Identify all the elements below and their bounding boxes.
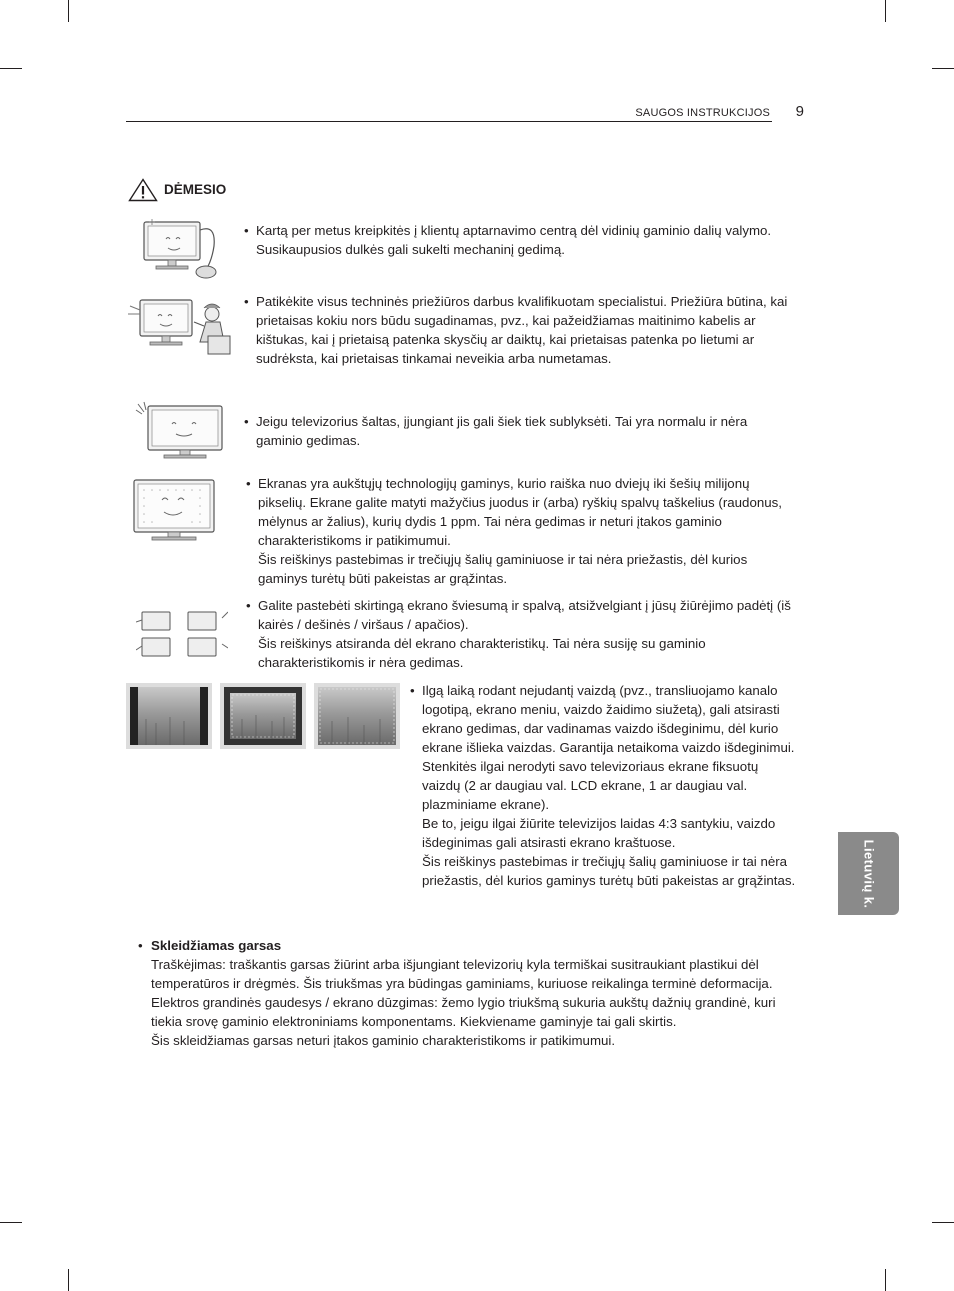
bullet-text: Ilgą laiką rodant nejudantį vaizdą (pvz., transliuojamo kanalo logotipą, ekrano meniu, vaizdo žaidimo siužetą), gali atsirasti ekrano gedimas, dar vadinamas vaizdo išdeginimu, dėl kurio ekrane išlieka vaizdas. Garantija netaikoma vaizdo išdeginimui. Stenkitės ilgai nerodyti savo televizoriaus ekrane fiksuotų vaizdų (2 ar daugiau val. LCD ekrane, 1 ar daugiau val. plazminiame ekrane). Be to, jeigu ilgai žiūrite televizijos laidas 4:3 santykiu, vaizdo išdeginimas gali atsirasti ekrano kraštuose. Šis reiškinys pastebimas ir trečiųjų šalių gaminiuose ir tai nėra priežastis, dėl kurios gaminys turėtų būti pakeistas ar grąžintas. <box>422 683 796 888</box>
list-item <box>244 292 796 368</box>
list-item <box>244 412 796 450</box>
bullet-dot: • <box>244 223 249 238</box>
bullet-dot: • <box>244 294 249 309</box>
bullet-dot: • <box>410 683 415 698</box>
tv-vacuum-cleaning-icon <box>130 216 230 280</box>
bullet-text: Galite pastebėti skirtingą ekrano šviesumą ir spalvą, atsižvelgiant į jūsų žiūrėjimo padėtį (iš kairės / dešinės / viršaus / apačios). Šis reiškinys atsiranda dėl ekrano charakteristikų. Tai nėra susiję su gaminio charakteristikomis ir nėra gedimas. <box>258 598 791 670</box>
crop-mark <box>0 68 22 69</box>
bullet-dot: • <box>244 414 249 429</box>
crop-mark <box>932 1222 954 1223</box>
list-item <box>410 681 796 890</box>
caution-heading <box>128 178 227 202</box>
bullet-text: Kartą per metus kreipkitės į klientų aptarnavimo centrą dėl vidinių gaminio dalių valymo. Susikaupusios dulkės gali sukelti mechaninį gedimą. <box>256 223 772 257</box>
bullet-dot: • <box>138 938 143 953</box>
tv-service-technician-icon <box>126 292 234 358</box>
bullet-text: Jeigu televizorius šaltas, įjungiant jis gali šiek tiek sublyksėti. Tai yra normalu ir nėra gaminio gedimas. <box>256 414 748 448</box>
bullet-dot: • <box>246 476 251 491</box>
bullet-text: Ekranas yra aukštųjų technologijų gaminys, kurio raiška nuo dviejų iki šešių milijonų pikselių. Ekrane galite matyti mažyčius juodus ir (arba) ryškių spalvų taškelius (raudonus, mėlynus ar žalius), kurių dydis 1 ppm. Tai nėra gedimas ir neturi įtakos gaminio charakteristikoms ir patikimumui. Šis reiškinys pastebimas ir trečiųjų šalių gaminiuose ir tai nėra priežastis, dėl kurios gaminys turėtų būti pakeistas ar grąžintas. <box>258 476 782 586</box>
crop-mark <box>885 0 886 22</box>
screen-burn-in-images <box>126 683 400 751</box>
crop-mark <box>0 1222 22 1223</box>
page-number: 9 <box>795 103 804 120</box>
language-side-tab <box>838 832 899 915</box>
bullet-dot: • <box>246 598 251 613</box>
section-title: SAUGOS INSTRUKCIJOS <box>635 107 770 119</box>
crop-mark <box>932 68 954 69</box>
noise-section <box>138 936 798 1050</box>
crop-mark <box>885 1269 886 1291</box>
tv-pixels-icon <box>132 478 218 544</box>
bullet-text: Patikėkite visus techninės priežiūros darbus kvalifikuotam specialistui. Priežiūra būtina, kai prietaisas kokiu nors būdu sugadinamas, pvz., kai pažeidžiamas maitinimo kabelis ar kištukas, kai į prietaisą patenka skysčių ar daiktų, kai prietaisas patenka po lietumi ar sudrėksta, kai prietaisas tinkamai neveikia arba numetamas. <box>256 294 788 366</box>
noise-title: Skleidžiamas garsas <box>151 938 282 953</box>
side-tab-label: Lietuvių k. <box>861 839 876 908</box>
tv-flicker-icon <box>132 400 232 464</box>
crop-mark <box>68 1269 69 1291</box>
list-item <box>244 221 796 259</box>
list-item <box>246 474 794 588</box>
header-rule <box>126 121 772 122</box>
warning-triangle-icon <box>128 178 158 202</box>
caution-label: DĖMESIO <box>164 182 227 197</box>
page-header <box>126 103 808 123</box>
crop-mark <box>68 0 69 22</box>
tv-viewing-angle-icon <box>136 606 228 660</box>
list-item <box>246 596 794 672</box>
noise-text: Traškėjimas: traškantis garsas žiūrint arba išjungiant televizorių kyla termiškai susitraukiant plastikui dėl temperatūros ir drėgmės. Šis triukšmas yra būdingas gaminiams, kuriuose reikalinga terminė deformacija. Elektros grandinės gaudesys / ekrano dūzgimas: žemo lygio triukšmą sukuria aukštų dažnių grandinė, kuri tiekia srovę gaminio elektroniniams komponentams. Kiekviename gaminyje tai gali skirtis. Šis skleidžiamas garsas neturi įtakos gaminio charakteristikoms ir patikimumui. <box>151 957 776 1048</box>
